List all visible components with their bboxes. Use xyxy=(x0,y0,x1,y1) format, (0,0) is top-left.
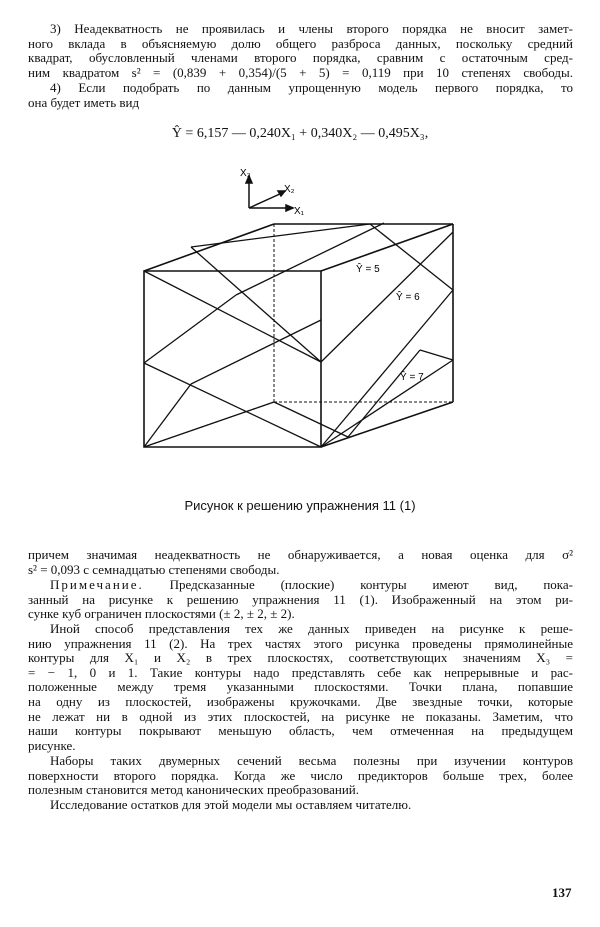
paragraph-7 xyxy=(28,798,573,813)
note-label: Примечание. xyxy=(50,577,144,592)
text-line: Иной способ представления тех же данных приведен на рисунке к реше- xyxy=(50,621,573,636)
text-line: = − 1, 0 и 1. Такие контуры надо представлять себе как непрерывные и рас- xyxy=(28,664,573,680)
paragraph-5 xyxy=(28,622,573,753)
text-line: занный на рисунке к решению упражнения 11 (1). Изображенный на этом ри- xyxy=(28,591,573,607)
text-line: 3) Неадекватность не проявилась и члены второго порядка не вносит замет- xyxy=(50,21,573,36)
axis-x3-label: X₃ xyxy=(240,168,251,179)
contour-label-6: Ŷ = 6 xyxy=(396,292,420,303)
page-number: 137 xyxy=(552,885,572,900)
text-line: наши контуры покрывают меньшую область, чем отмеченная на предыдущем xyxy=(28,723,573,739)
text-line: положенные между тремя указанными плоскостями. Точки плана, попавшие xyxy=(28,679,573,695)
text-line: нию упражнения 11 (2). На трех частях этого рисунка проведены прямолинейные xyxy=(28,635,573,651)
text-line xyxy=(28,578,573,593)
text-line: полезным становится метод канонических преобразований. xyxy=(28,782,359,798)
text-fragment: Предсказанные (плоские) контуры имеют вид, пока- xyxy=(169,577,573,592)
text-line: s² = 0,093 с семнадцатью степенями свободы. xyxy=(28,561,280,577)
text-line: поверхности второго порядка. Когда же число предикторов больше трех, более xyxy=(28,767,573,783)
text-line: причем значимая неадекватность не обнаруживается, а новая оценка для σ² xyxy=(28,547,573,562)
text-line: на одну из плоскостей, изображены кружочками. Две звездные точки, которые xyxy=(28,693,573,709)
contour-label-7: Ŷ = 7 xyxy=(400,372,424,383)
text-line: ним квадратом s² = (0,839 + 0,354)/(5 + 5) = 0,119 при 10 степенях свободы. xyxy=(28,64,573,80)
text-line: квадрат, обусловленный членами второго порядка, сравним с остаточным сред- xyxy=(28,50,573,66)
text-line: рисунке. xyxy=(28,737,76,753)
text-line: не лежат ни в одной из этих плоскостей, на рисунке не показаны. Заметим, что xyxy=(28,708,573,724)
paragraph-note xyxy=(28,578,573,622)
text-line: ного вклада в объясняемую долю общего разброса данных, поскольку средний xyxy=(28,35,573,51)
text-line: сунке куб ограничен плоскостями (± 2, ± 2, ± 2). xyxy=(28,606,295,622)
contour-label-5: Ŷ = 5 xyxy=(356,264,380,275)
regression-formula: Ŷ = 6,157 — 0,240X₁ + 0,340X₂ — 0,495X₃, xyxy=(171,126,429,141)
figure-caption: Рисунок к решению упражнения 11 (1) xyxy=(184,498,416,513)
text-line: 4) Если подобрать по данным упрощенную модель первого порядка, то xyxy=(50,80,573,95)
text-line: контуры для X₁ и X₂ в трех плоскостях, соответствующих значениям X₃ = xyxy=(28,650,573,666)
axis-x1-label: X₁ xyxy=(294,206,305,217)
axis-x2-label: X₂ xyxy=(284,184,295,195)
paragraph-6 xyxy=(28,754,573,798)
cube-edge xyxy=(144,224,274,271)
contour-planes xyxy=(144,223,453,447)
text-line: она будет иметь вид xyxy=(28,94,140,110)
paragraph-3 xyxy=(28,548,573,577)
arrow-head xyxy=(286,205,293,211)
axis-x2-line xyxy=(249,193,282,208)
text-line: Исследование остатков для этой модели мы оставляем читателю. xyxy=(50,797,412,812)
text-line: Наборы таких двумерных сечений весьма полезны при изучении контуров xyxy=(50,753,573,768)
